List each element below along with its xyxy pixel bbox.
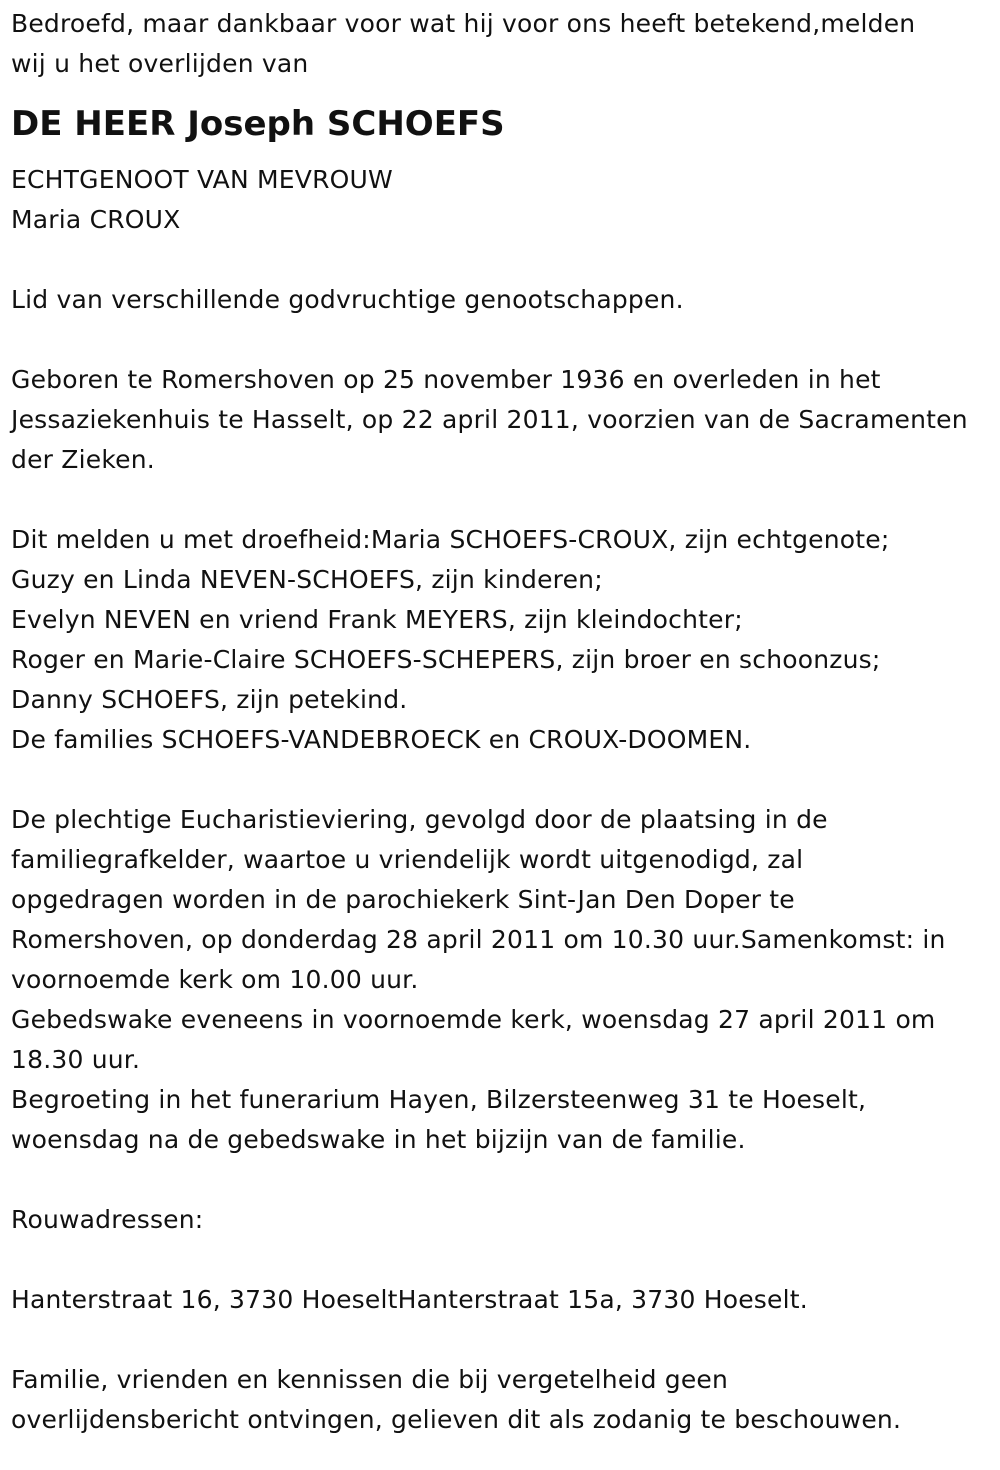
birth-death-line: Jessaziekenhuis te Hasselt, op 22 april 2011, voorzien van de Sacramenten [11,405,968,434]
mourner-line: Evelyn NEVEN en vriend Frank MEYERS, zijn kleindochter; [11,605,743,634]
mourner-line: Guzy en Linda NEVEN-SCHOEFS, zijn kinderen; [11,565,603,594]
mourner-line: Roger en Marie-Claire SCHOEFS-SCHEPERS, zijn broer en schoonzus; [11,645,881,674]
intro-line: wij u het overlijden van [11,49,309,78]
spacer [11,760,991,800]
mourner-line: Danny SCHOEFS, zijn petekind. [11,685,408,714]
closing-line: Familie, vrienden en kennissen die bij vergetelheid geen [11,1365,729,1394]
ceremony-line: familiegrafkelder, waartoe u vriendelijk wordt uitgenodigd, zal [11,845,804,874]
obituary-notice [11,4,991,1440]
mourner-line: Dit melden u met droefheid:Maria SCHOEFS-CROUX, zijn echtgenote; [11,525,890,554]
addresses-label: Rouwadressen: [11,1205,204,1234]
membership-line: Lid van verschillende godvruchtige genootschappen. [11,285,684,314]
addresses-line: Hanterstraat 16, 3730 HoeseltHanterstraat 15a, 3730 Hoeselt. [11,1285,808,1314]
deceased-name: DE HEER Joseph SCHOEFS [11,104,505,144]
ceremony-line: Gebedswake eveneens in voornoemde kerk, woensdag 27 april 2011 om [11,1005,936,1034]
spouse-name: Maria CROUX [11,205,181,234]
spacer [11,1240,991,1280]
ceremony-line: voornoemde kerk om 10.00 uur. [11,965,419,994]
ceremony-line: Begroeting in het funerarium Hayen, Bilzersteenweg 31 te Hoeselt, [11,1085,867,1114]
ceremony-line: opgedragen worden in de parochiekerk Sint-Jan Den Doper te [11,885,795,914]
ceremony-line: 18.30 uur. [11,1045,141,1074]
ceremony-line: Romershoven, op donderdag 28 april 2011 om 10.30 uur.Samenkomst: in [11,925,946,954]
relation-line: ECHTGENOOT VAN MEVROUW [11,165,393,194]
spacer [11,320,991,360]
spacer [11,240,991,280]
birth-death-line: Geboren te Romershoven op 25 november 1936 en overleden in het [11,365,881,394]
closing-line: overlijdensbericht ontvingen, gelieven dit als zodanig te beschouwen. [11,1405,902,1434]
spacer [11,480,991,520]
mourner-line: De families SCHOEFS-VANDEBROECK en CROUX-DOOMEN. [11,725,752,754]
birth-death-line: der Zieken. [11,445,155,474]
ceremony-line: woensdag na de gebedswake in het bijzijn van de familie. [11,1125,746,1154]
spacer [11,1320,991,1360]
intro-line: Bedroefd, maar dankbaar voor wat hij voor ons heeft betekend,melden [11,9,916,38]
spacer [11,1160,991,1200]
ceremony-line: De plechtige Eucharistieviering, gevolgd door de plaatsing in de [11,805,828,834]
